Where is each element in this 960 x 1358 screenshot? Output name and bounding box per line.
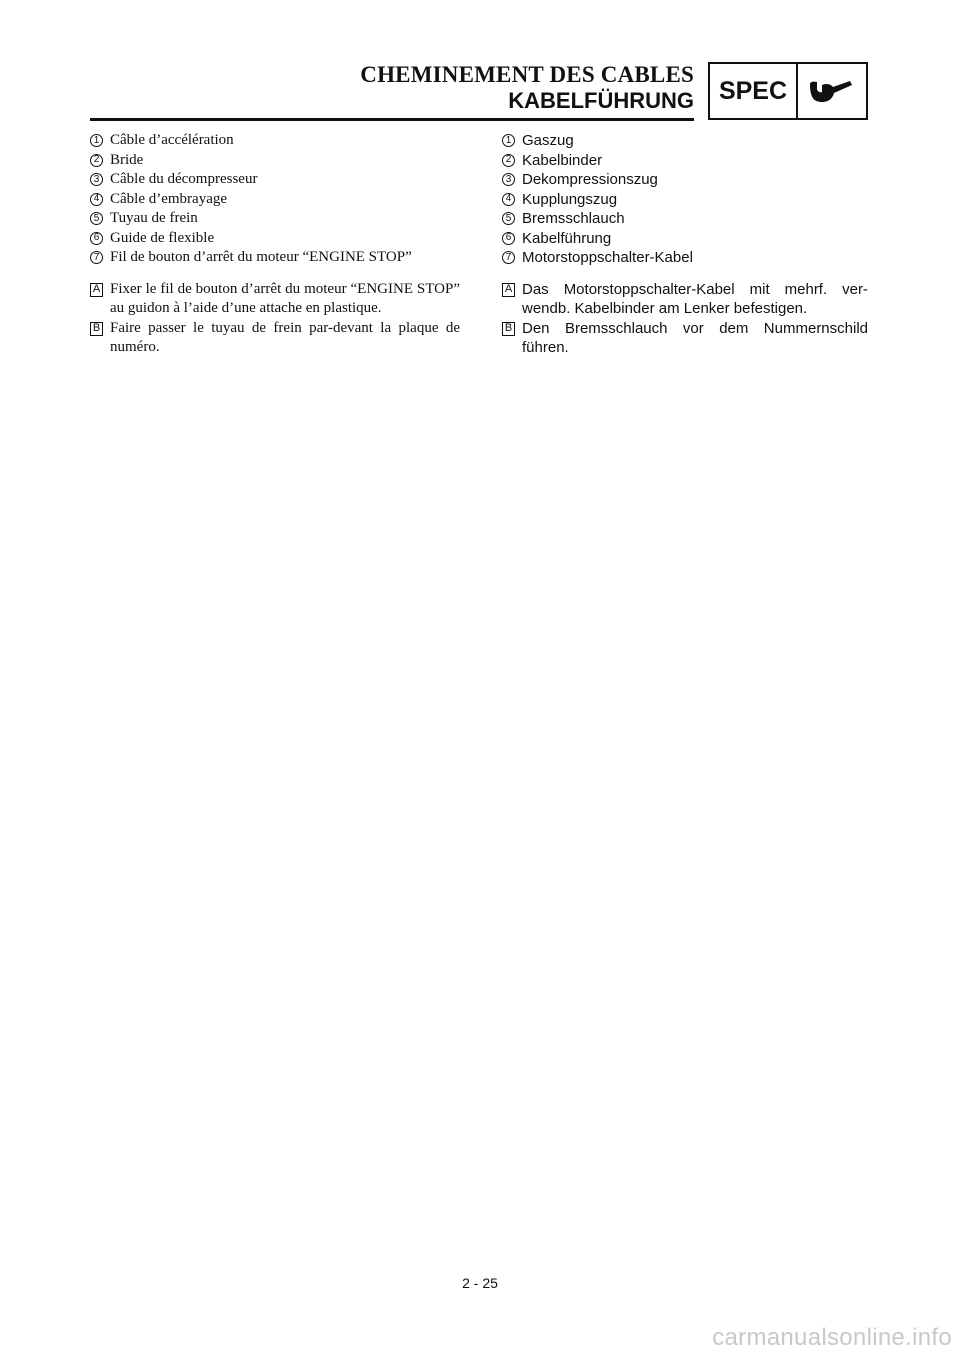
section-label: SPEC (710, 64, 798, 118)
list-item (90, 170, 460, 190)
callout-number: 7 (90, 251, 103, 264)
item-text: Kabelbinder (522, 151, 603, 169)
list-item (502, 209, 868, 229)
list-item (90, 131, 460, 151)
item-text: Tuyau de frein (110, 210, 198, 226)
callout-number: 4 (90, 193, 103, 206)
item-text: Câble du décompresseur (110, 171, 258, 187)
list-item (502, 170, 868, 190)
item-text: Dekompressionszug (522, 171, 658, 188)
note-letter: A (90, 283, 103, 297)
item-text: Motorstoppschalter-Kabel (522, 249, 693, 266)
note-letter: A (502, 283, 515, 297)
callout-number: 2 (90, 154, 103, 167)
title-french: CHEMINEMENT DES CABLES (360, 62, 694, 87)
callout-number: 3 (502, 173, 515, 186)
list-item (502, 190, 868, 210)
page-header (360, 62, 694, 114)
note-text: Faire passer le tuyau de frein par-devant la plaque de numéro. (110, 319, 460, 355)
list-item (90, 229, 460, 249)
note-text: Fixer le fil de bouton d’arrêt du moteur “ENGINE STOP” au guidon à l’aide d’une attache en plastique. (110, 280, 460, 316)
note-letter: B (90, 322, 103, 336)
note-text: Das Motorstoppschalter-Kabel mit mehrf. ver- wendb. Kabelbinder am Lenker befestigen. (522, 280, 868, 317)
note-item (502, 280, 868, 319)
title-german: KABELFÜHRUNG (508, 88, 694, 113)
item-text: Kupplungszug (522, 190, 618, 208)
note-item (90, 319, 460, 358)
item-text: Guide de flexible (110, 229, 215, 246)
note-item (90, 280, 460, 319)
callout-number: 2 (502, 154, 515, 167)
callout-number: 1 (502, 134, 515, 147)
callout-number: 6 (90, 232, 103, 245)
header-rule (90, 118, 694, 121)
list-item (90, 248, 460, 268)
item-text: Câble d’embrayage (110, 190, 228, 207)
list-item (502, 248, 868, 268)
item-text: Kabelführung (522, 229, 612, 247)
note-text: Den Bremsschlauch vor dem Nummernschild führen. (522, 319, 868, 356)
french-column (90, 131, 460, 358)
list-item (90, 151, 460, 171)
callout-number: 5 (90, 212, 103, 225)
callout-number: 6 (502, 232, 515, 245)
notes (90, 280, 460, 358)
note-letter: B (502, 322, 515, 336)
item-text: Bremsschlauch (522, 210, 625, 227)
callout-number: 5 (502, 212, 515, 225)
page-number: 2 - 25 (462, 1275, 498, 1291)
list-item (502, 151, 868, 171)
wrench-icon (798, 64, 866, 118)
german-column (502, 131, 868, 358)
notes (502, 280, 868, 358)
note-item (502, 319, 868, 358)
callout-number: 7 (502, 251, 515, 264)
item-text: Câble d’accélération (110, 132, 234, 148)
item-text: Gaszug (522, 132, 574, 149)
watermark[interactable]: carmanualsonline.info (712, 1324, 952, 1351)
item-text: Fil de bouton d’arrêt du moteur “ENGINE STOP” (110, 249, 412, 265)
list-item (90, 209, 460, 229)
list-item (90, 190, 460, 210)
callout-number: 3 (90, 173, 103, 186)
list-item (502, 229, 868, 249)
callout-number: 1 (90, 134, 103, 147)
callout-number: 4 (502, 193, 515, 206)
list-item (502, 131, 868, 151)
section-badge (708, 62, 868, 120)
item-text: Bride (110, 151, 144, 168)
